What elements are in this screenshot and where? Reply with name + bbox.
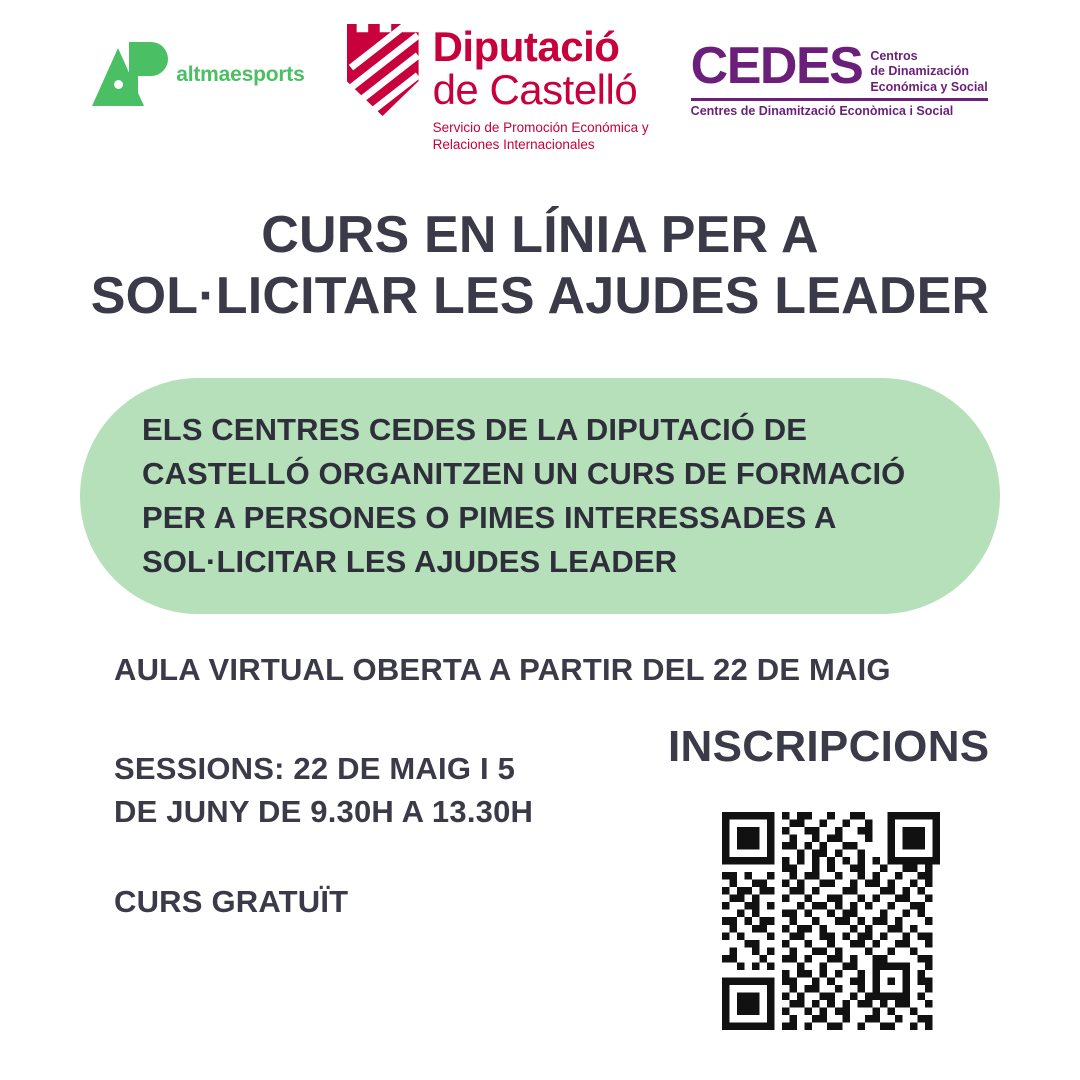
cedes-wordmark: CEDES	[690, 37, 863, 95]
altmaesports-mark-icon	[92, 42, 168, 108]
highlight-line4: SOL·LICITAR LES AJUDES LEADER	[142, 544, 678, 580]
cedes-side-line2: de Dinamización	[870, 64, 969, 79]
cedes-logo	[690, 37, 988, 118]
altmaesports-logo	[92, 42, 304, 108]
cedes-tagline: Centres de Dinamització Econòmica i Social	[690, 103, 954, 118]
page-title	[0, 205, 1080, 328]
highlight-text	[142, 408, 905, 584]
cedes-side-line1: Centros	[870, 49, 918, 63]
sessions-info	[114, 748, 634, 834]
qr-code-icon[interactable]	[722, 812, 940, 1030]
course-price: CURS GRATUÏT	[114, 884, 349, 919]
sessions-line2: DE JUNY DE 9.30H A 13.30H	[114, 793, 534, 829]
diputacio-line2: de Castelló	[432, 66, 638, 113]
signup-heading: INSCRIPCIONS	[668, 722, 990, 771]
cedes-side-line3: Económica y Social	[870, 79, 988, 94]
altmaesports-wordmark: altmaesports	[176, 63, 305, 86]
highlight-line3: PER A PERSONES O PIMES INTERESSADES A	[142, 500, 837, 535]
logo-bar	[0, 18, 1080, 153]
highlight-banner	[80, 378, 1000, 614]
highlight-line2: CASTELLÓ ORGANITZEN UN CURS DE FORMACIÓ	[142, 455, 906, 491]
qr-code-svg	[722, 812, 940, 1030]
diputacio-logo	[347, 24, 649, 154]
page-title-line1: CURS EN LÍNIA PER A	[261, 206, 819, 264]
cedes-underline-divider	[691, 98, 988, 101]
diputacio-crest-icon	[347, 24, 419, 116]
diputacio-subtitle-line2: Relaciones Internacionales	[432, 137, 595, 153]
sessions-line1: SESSIONS: 22 DE MAIG I 5	[114, 751, 516, 786]
diputacio-subtitle-line1: Servicio de Promoción Económica y	[432, 120, 649, 136]
diputacio-line1: Diputació	[432, 23, 620, 70]
highlight-line1: ELS CENTRES CEDES DE LA DIPUTACIÓ DE	[142, 411, 807, 447]
virtual-classroom-note: AULA VIRTUAL OBERTA A PARTIR DEL 22 DE MAIG	[114, 652, 891, 687]
page-title-line2: SOL·LICITAR LES AJUDES LEADER	[90, 267, 990, 326]
